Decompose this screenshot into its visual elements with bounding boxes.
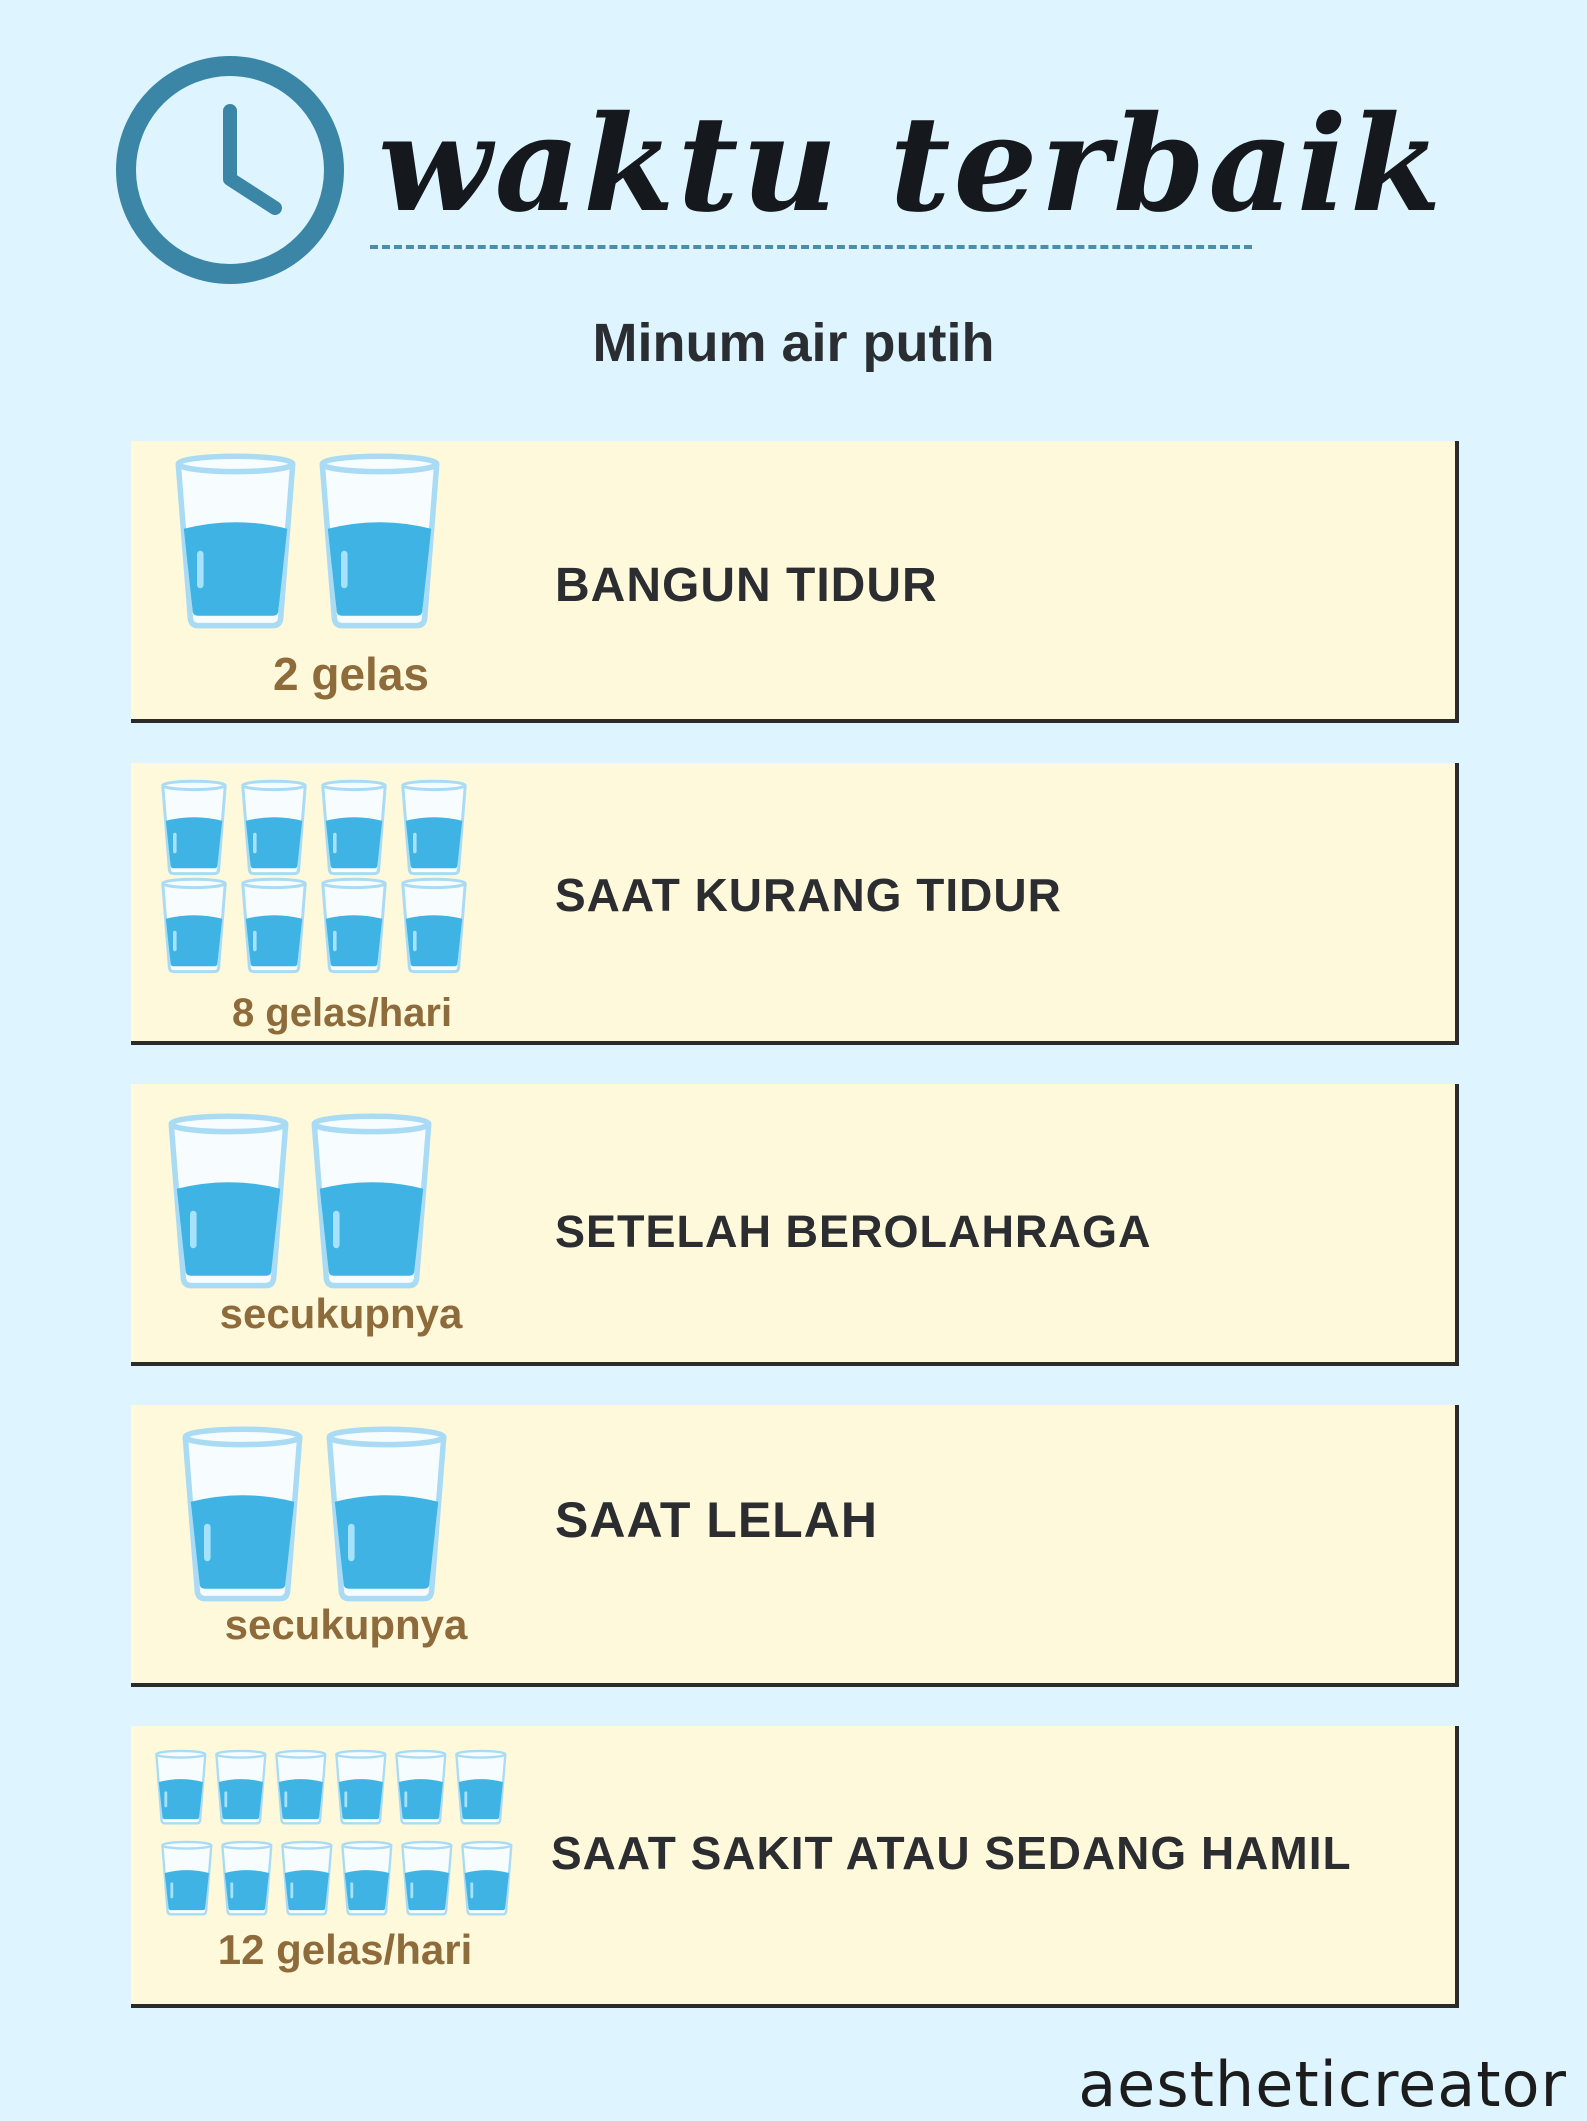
water-glass-icon [178,456,292,625]
water-glass-icon [185,1429,299,1598]
schedule-card-wake-up [131,441,1459,723]
water-glass-icon [162,1842,211,1914]
water-glass-icon [171,1116,285,1285]
schedule-label: SETELAH BEROLAHRAGA [555,1206,1152,1257]
clock-icon [113,53,347,287]
schedule-label: BANGUN TIDUR [555,559,938,612]
water-glass-icon [323,781,385,873]
water-glass-icon [402,1842,451,1914]
water-glass-icon [403,781,465,873]
water-glass-icon [396,1751,445,1823]
schedule-card-lack-of-sleep [131,763,1459,1045]
credit-watermark: aestheticreator [1078,2048,1567,2121]
water-glass-icon [243,781,305,873]
page-subtitle: Minum air putih [592,313,995,373]
glass-amount: secukupnya [224,1601,468,1648]
water-glass-icon [322,456,436,625]
water-glass-icon [323,879,385,971]
water-glass-icon [163,781,225,873]
glass-amount: 2 gelas [273,648,429,700]
header [0,0,1587,300]
glass-amount: 12 gelas/hari [217,1926,473,1973]
water-glass-icon [163,879,225,971]
title-underline [370,245,1252,249]
water-glass-icon [314,1116,428,1285]
schedule-card-tired [131,1405,1459,1687]
schedule-label: SAAT SAKIT ATAU SEDANG HAMIL [551,1827,1352,1879]
water-glass-icon [222,1842,271,1914]
water-glass-icon [342,1842,391,1914]
water-glass-icon [282,1842,331,1914]
water-glass-icon [156,1751,205,1823]
glass-amount: 8 gelas/hari [231,991,453,1035]
water-glass-icon [403,879,465,971]
water-glass-icon [276,1751,325,1823]
water-glass-icon [329,1429,443,1598]
schedule-card-after-exercise [131,1084,1459,1366]
schedule-label: SAAT LELAH [555,1492,878,1548]
water-glass-icon [216,1751,265,1823]
schedule-label: SAAT KURANG TIDUR [555,869,1062,921]
schedule-card-sick-or-pregnant [131,1726,1459,2008]
water-glass-icon [243,879,305,971]
page-title: waktu terbaik [378,87,1445,242]
water-glass-icon [456,1751,505,1823]
glass-amount: secukupnya [219,1290,463,1337]
water-glass-icon [336,1751,385,1823]
water-glass-icon [462,1842,511,1914]
